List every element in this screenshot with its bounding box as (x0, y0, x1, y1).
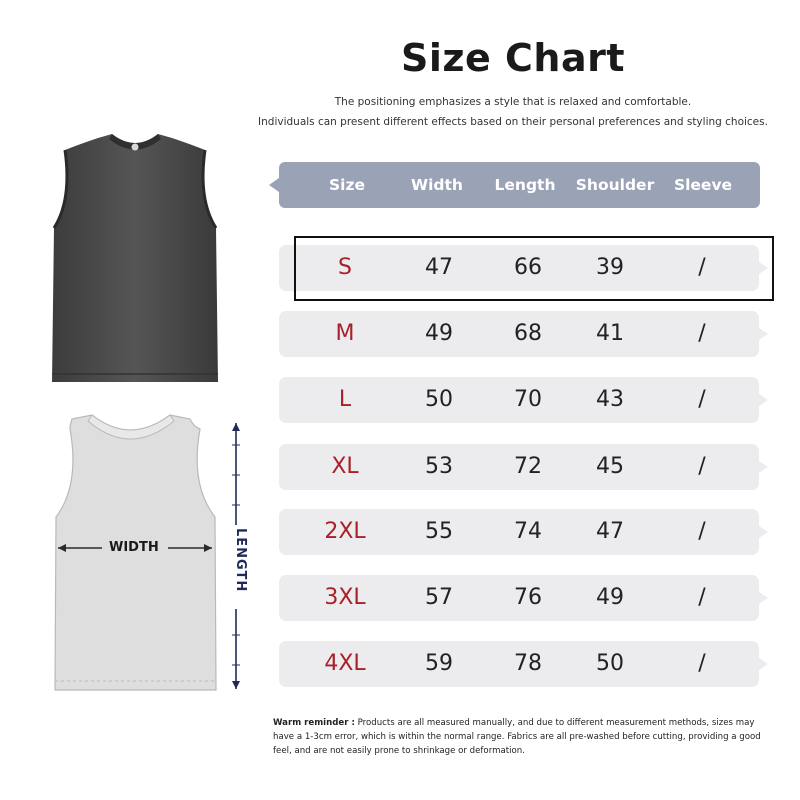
length-cell: 66 (514, 255, 542, 280)
highlight-box (294, 236, 774, 301)
table-row (279, 641, 759, 687)
table-row (279, 444, 759, 490)
sleeve-cell: / (698, 585, 706, 610)
shoulder-cell: 49 (596, 585, 624, 610)
size-cell: XL (331, 454, 359, 479)
width-cell: 50 (425, 387, 453, 412)
warm-reminder (273, 716, 773, 758)
width-cell: 47 (425, 255, 453, 280)
table-row (279, 311, 759, 357)
size-cell: M (335, 321, 355, 346)
width-cell: 53 (425, 454, 453, 479)
tank-top-photo (40, 130, 230, 390)
width-cell: 59 (425, 651, 453, 676)
sleeve-cell: / (698, 454, 706, 479)
size-cell: S (338, 255, 352, 280)
sleeve-cell: / (698, 321, 706, 346)
warm-reminder-label: Warm reminder : (273, 718, 355, 728)
header-notch (269, 178, 279, 192)
sleeve-cell: / (698, 651, 706, 676)
width-cell: 49 (425, 321, 453, 346)
shoulder-cell: 50 (596, 651, 624, 676)
warm-reminder-text: Products are all measured manually, and due to different measurement methods, sizes may have a 1-3cm error, which is within the normal range. Fabrics are all pre-washed before cutting, providing a good feel, and are not easily prone to shrinkage or deformation. (273, 718, 761, 756)
length-label: LENGTH (233, 528, 248, 593)
width-cell: 57 (425, 585, 453, 610)
width-label: WIDTH (109, 540, 159, 555)
size-cell: L (338, 387, 352, 412)
table-row (279, 575, 759, 621)
length-cell: 76 (514, 585, 542, 610)
sleeve-cell: / (698, 387, 706, 412)
col-header-width: Width (411, 176, 463, 194)
shoulder-cell: 45 (596, 454, 624, 479)
subtitle-line-1: The positioning emphasizes a style that is relaxed and comfortable. (334, 96, 692, 108)
shoulder-cell: 39 (596, 255, 624, 280)
shoulder-cell: 47 (596, 519, 624, 544)
length-cell: 70 (514, 387, 542, 412)
sleeve-cell: / (698, 255, 706, 280)
size-cell: 3XL (324, 585, 366, 610)
tank-top-diagram (40, 405, 255, 705)
length-cell: 78 (514, 651, 542, 676)
sleeve-cell: / (698, 519, 706, 544)
page-title: Size Chart (400, 36, 625, 80)
subtitle-line-2: Individuals can present different effects based on their personal preferences and styling choices. (258, 116, 768, 128)
table-row (279, 509, 759, 555)
table-row (279, 377, 759, 423)
col-header-length: Length (494, 176, 556, 194)
col-header-sleeve: Sleeve (673, 176, 733, 194)
size-cell: 4XL (324, 651, 366, 676)
shoulder-cell: 43 (596, 387, 624, 412)
table-header (279, 162, 760, 208)
size-cell: 2XL (324, 519, 366, 544)
length-cell: 68 (514, 321, 542, 346)
width-cell: 55 (425, 519, 453, 544)
col-header-shoulder: Shoulder (575, 176, 655, 194)
col-header-size: Size (328, 176, 365, 194)
length-cell: 74 (514, 519, 542, 544)
shoulder-cell: 41 (596, 321, 624, 346)
length-cell: 72 (514, 454, 542, 479)
